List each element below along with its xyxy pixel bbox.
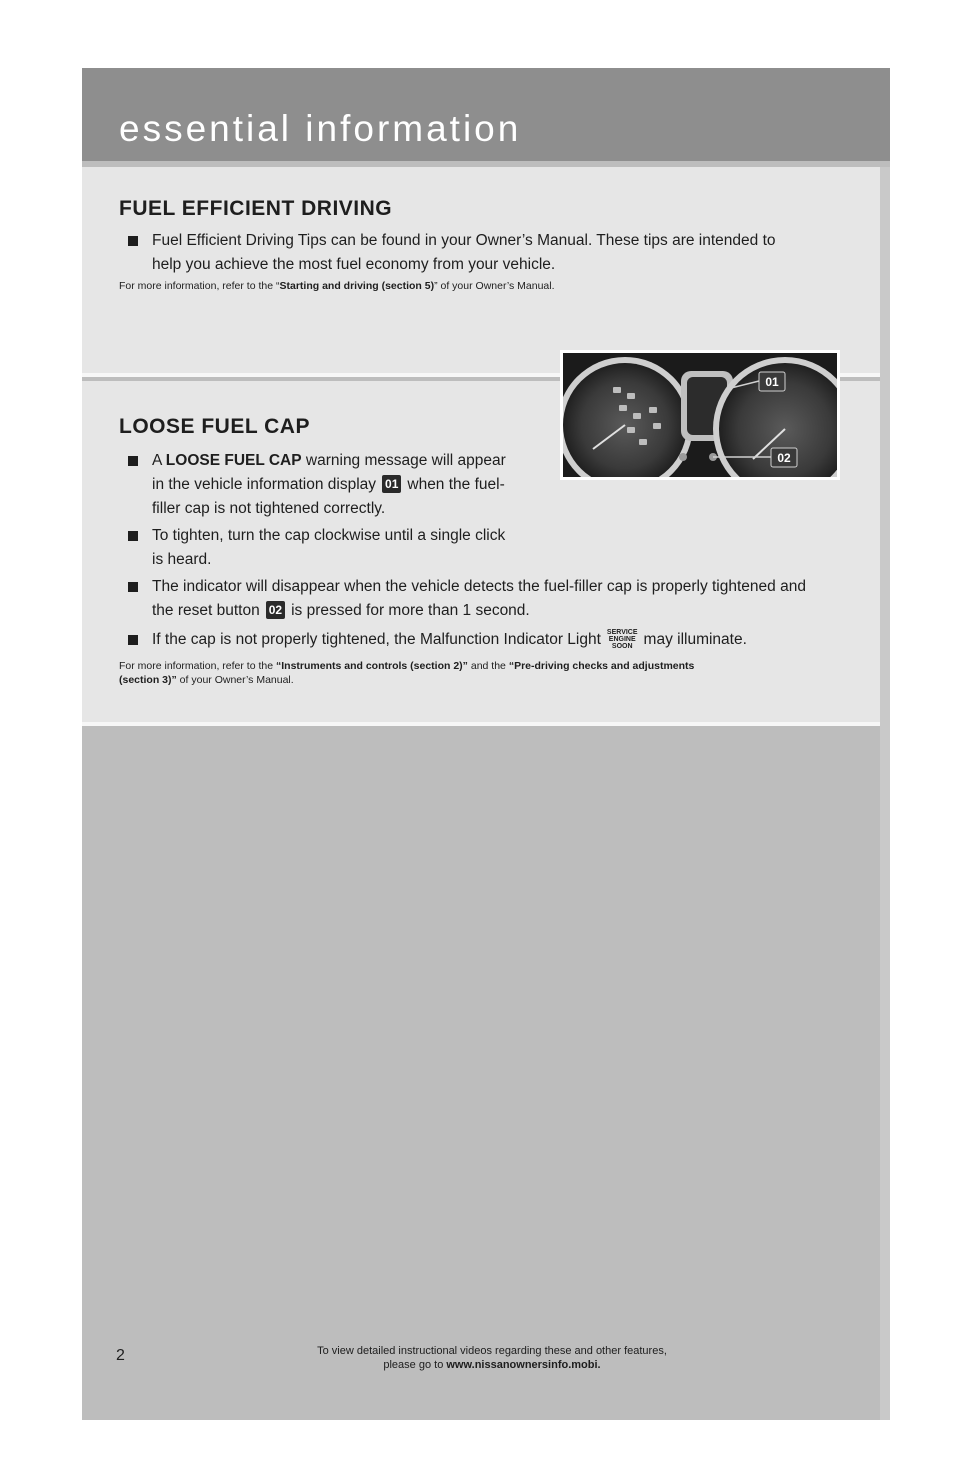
instrument-cluster-photo	[560, 350, 840, 480]
bullet-square-icon	[128, 456, 138, 466]
callout-02-badge: 02	[266, 601, 285, 619]
service-engine-soon-icon: SERVICE ENGINE SOON	[606, 629, 638, 650]
bullet-text-line2: help you achieve the most fuel economy from your vehicle.	[152, 256, 556, 273]
page-edge-strip	[880, 167, 890, 1420]
bullet-square-icon	[128, 236, 138, 246]
loose-fuel-cap-emphasis: LOOSE FUEL CAP	[165, 452, 302, 469]
bullet-square-icon	[128, 582, 138, 592]
page-title: essential information	[119, 108, 522, 149]
loose-cap-note: For more information, refer to the “Instruments and controls (section 2)” and the “Pre-driving checks and adjustments (section 3)” of your Owner’s Manual.	[119, 660, 695, 686]
button-knob-left	[679, 453, 687, 461]
section-divider	[82, 722, 880, 726]
cluster-callout-02: 02	[777, 451, 791, 465]
callout-01-badge: 01	[382, 475, 401, 493]
loose-fuel-cap-section: LOOSE FUEL CAP A LOOSE FUEL CAP warning message will appear in the vehicle information display 01 when the fuel- filler cap is not tightened correctly. To tighten, turn the cap clockwise until a single click is heard. The indicator will disappear when the vehicle detects the fuel-filler cap is properly tightened and the reset button 02 is pressed for more than 1 second. If the cap is not properly tightened, the Malfunction Indicator Light SERVICE ENGINE SOON may illuminate. For more information, refer to the “Instruments and controls (section 2)” and the “Pre-driving checks and adjustments (section 3)” of your Owner’s Manual.	[82, 381, 880, 722]
owners-info-link[interactable]: www.nissanownersinfo.mobi.	[446, 1359, 601, 1371]
fuel-efficient-title: FUEL EFFICIENT DRIVING	[119, 197, 393, 220]
instrument-cluster-illustration	[563, 353, 837, 477]
page-number: 2	[116, 1347, 125, 1364]
bullet-text-line1: Fuel Efficient Driving Tips can be found in your Owner’s Manual. These tips are intended to	[152, 232, 776, 249]
bullet-square-icon	[128, 635, 138, 645]
page-header	[82, 68, 890, 161]
manual-page	[82, 68, 890, 1420]
fuel-efficient-section	[82, 167, 880, 373]
bullet-square-icon	[128, 531, 138, 541]
footer-note: To view detailed instructional videos regarding these and other features, please go to www.nissanownersinfo.mobi.	[317, 1345, 667, 1371]
fuel-efficient-note: For more information, refer to the “Starting and driving (section 5)” of your Owner’s Manual.	[119, 280, 555, 292]
loose-fuel-cap-title: LOOSE FUEL CAP	[119, 415, 310, 438]
cluster-callout-01: 01	[765, 375, 779, 389]
